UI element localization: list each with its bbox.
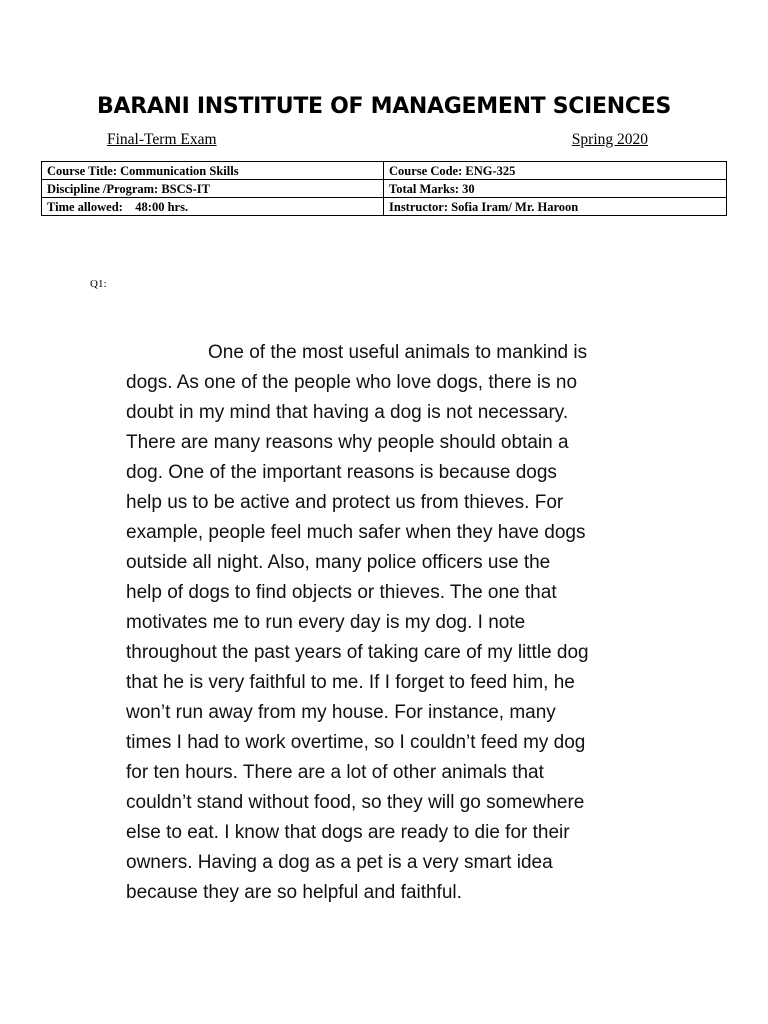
passage-line: else to eat. I know that dogs are ready to die for their — [126, 822, 570, 843]
course-title-cell: Course Title: Communication Skills — [42, 162, 384, 180]
question-passage — [126, 338, 686, 908]
passage-line: doubt in my mind that having a dog is not necessary. — [126, 402, 569, 423]
table-row — [42, 180, 727, 198]
passage-line: motivates me to run every day is my dog. I note — [126, 612, 526, 633]
passage-line: won’t run away from my house. For instance, many — [126, 702, 556, 723]
passage-line: throughout the past years of taking care of my little dog — [126, 642, 589, 663]
discipline-cell: Discipline /Program: BSCS-IT — [42, 180, 384, 198]
passage-line: example, people feel much safer when they have dogs — [126, 522, 586, 543]
table-row — [42, 162, 727, 180]
table-row — [42, 198, 727, 216]
passage-line: times I had to work overtime, so I couldn’t feed my dog — [126, 732, 586, 753]
question-label: Q1: — [90, 278, 107, 290]
page-title: BARANI INSTITUTE OF MANAGEMENT SCIENCES — [97, 94, 671, 119]
passage-line: outside all night. Also, many police officers use the — [126, 552, 551, 573]
passage-line: for ten hours. There are a lot of other animals that — [126, 762, 544, 783]
passage-line: that he is very faithful to me. If I forget to feed him, he — [126, 672, 575, 693]
passage-line: help of dogs to find objects or thieves. The one that — [126, 582, 557, 603]
exam-session: Spring 2020 — [571, 131, 648, 148]
passage-line: There are many reasons why people should obtain a — [126, 432, 569, 453]
passage-line: help us to be active and protect us from thieves. For — [126, 492, 564, 513]
exam-type: Final-Term Exam — [107, 131, 217, 148]
course-code-cell: Course Code: ENG-325 — [384, 162, 727, 180]
passage-line: couldn’t stand without food, so they will go somewhere — [126, 792, 585, 813]
total-marks-cell: Total Marks: 30 — [384, 180, 727, 198]
course-info-table — [41, 161, 727, 216]
passage-line: dogs. As one of the people who love dogs, there is no — [126, 372, 578, 393]
time-allowed-cell: Time allowed: 48:00 hrs. — [42, 198, 384, 216]
passage-line: One of the most useful animals to mankind is — [208, 342, 588, 363]
instructor-cell: Instructor: Sofia Iram/ Mr. Haroon — [384, 198, 727, 216]
passage-line: owners. Having a dog as a pet is a very smart idea — [126, 852, 553, 873]
passage-line: because they are so helpful and faithful. — [126, 882, 462, 903]
passage-line: dog. One of the important reasons is because dogs — [126, 462, 557, 483]
